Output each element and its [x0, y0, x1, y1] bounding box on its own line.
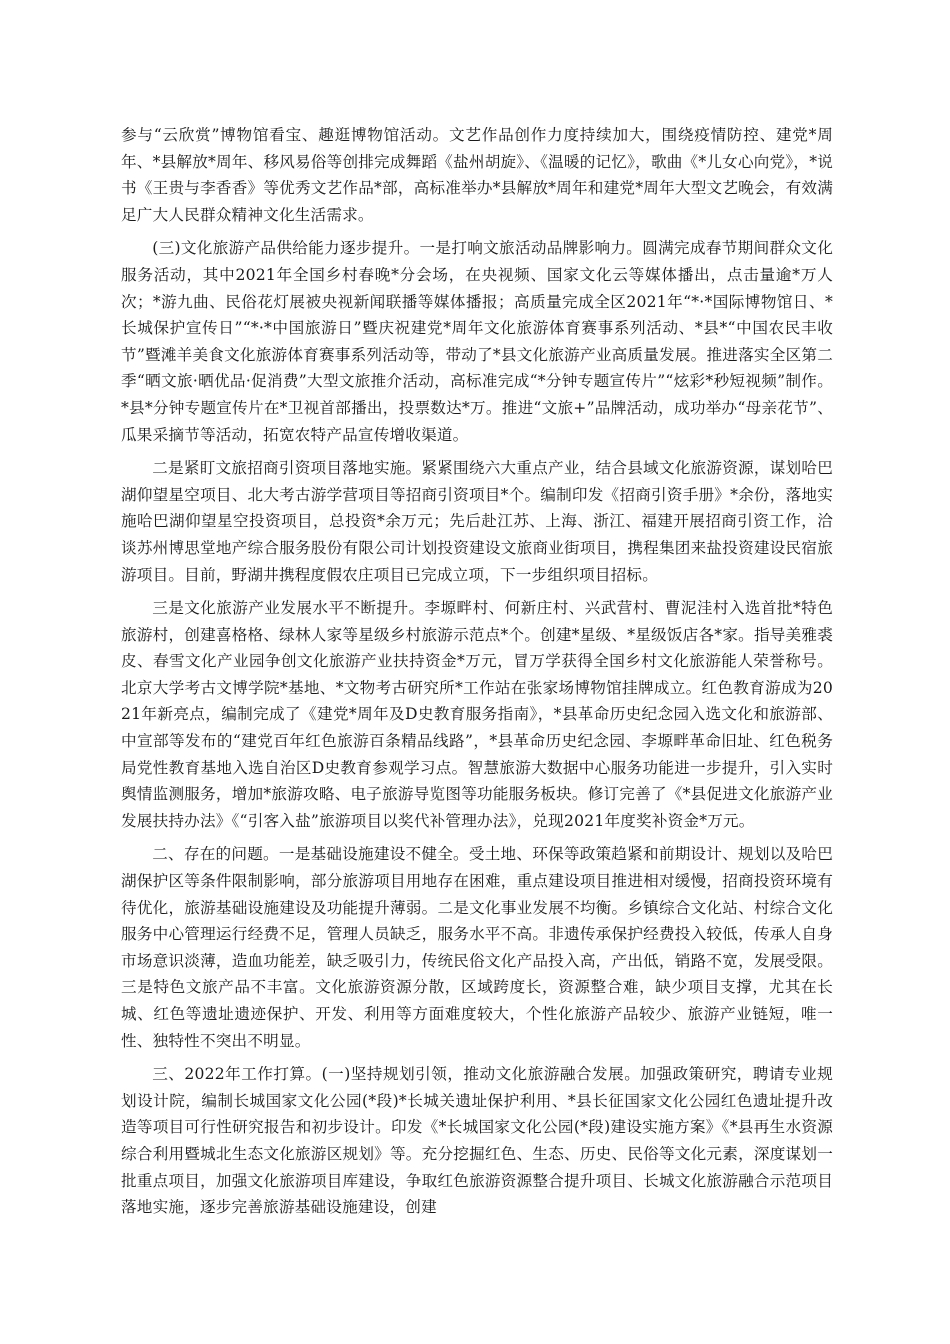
paragraph-industry-development: 三是文化旅游产业发展水平不断提升。李塬畔村、何新庄村、兴武营村、曹泥洼村入选首批*特色旅游村，创建喜格格、绿林人家等星级乡村旅游示范点*个。创建*星级、*星级饭店各*家。指导美雅裘皮、春雪文化产业园争创文化旅游产业扶持资金*万元，冒万学获得全国乡村文化旅游能人荣誉称号。北京大学考古文博学院*基地、*文物考古研究所*工作站在张家场博物馆挂牌成立。红色教育游成为2021年新亮点，编制完成了《建党*周年及D史教育服务指南》，*县革命历史纪念园入选文化和旅游部、中宣部等发布的“建党百年红色旅游百条精品线路”，*县革命历史纪念园、李塬畔革命旧址、红色税务局党性教育基地入选自治区D史教育参观学习点。智慧旅游大数据中心服务功能进一步提升，引入实时舆情监测服务，增加*旅游攻略、电子旅游导览图等功能服务板块。修订完善了《*县促进文化旅游产业发展扶持办法》《“引客入盐”旅游项目以奖代补管理办法》，兑现2021年度奖补资金*万元。 [121, 599, 833, 830]
document-page [121, 122, 833, 1228]
paragraph-investment-projects: 二是紧盯文旅招商引资项目落地实施。紧紧围绕六大重点产业，结合县域文化旅游资源，谋划哈巴湖仰望星空项目、北大考古游学营项目等招商引资项目*个。编制印发《招商引资手册》*余份，落地实施哈巴湖仰望星空投资项目，总投资*余万元；先后赴江苏、上海、浙江、福建开展招商引资工作，洽谈苏州博思堂地产综合服务股份有限公司计划投资建设文旅商业街项目，携程集团来盐投资建设民宿旅游项目。目前，野湖井携程度假农庄项目已完成立项，下一步组织项目招标。 [121, 459, 833, 584]
paragraph-existing-problems: 二、存在的问题。一是基础设施建设不健全。受土地、环保等政策趋紧和前期设计、规划以及哈巴湖保护区等条件限制影响，部分旅游项目用地存在困难，重点建设项目推进相对缓慢，招商投资环境有待优化，旅游基础设施建设及功能提升薄弱。二是文化事业发展不均衡。乡镇综合文化站、村综合文化服务中心管理运行经费不足，管理人员缺乏，服务水平不高。非遗传承保护经费投入较低，传承人自身市场意识淡薄，造血功能差，缺乏吸引力，传统民俗文化产品投入高，产出低，销路不宽，发展受限。三是特色文旅产品不丰富。文化旅游资源分散，区域跨度长，资源整合难，缺少项目支撑，尤其在长城、红色等遗址遗迹保护、开发、利用等方面难度较大，个性化旅游产品较少、旅游产业链短，唯一性、独特性不突出不明显。 [121, 845, 833, 1050]
paragraph-2022-plan: 三、2022年工作打算。(一)坚持规划引领，推动文化旅游融合发展。加强政策研究，聘请专业规划设计院，编制长城国家文化公园(*段)*长城关遗址保护利用、*县长征国家文化公园红色遗址提升改造等项目可行性研究报告和初步设计。印发《*长城国家文化公园(*段)建设实施方案》《*县再生水资源综合利用暨城北生态文化旅游区规划》等。充分挖掘红色、生态、历史、民俗等文化元素，深度谋划一批重点项目，加强文化旅游项目库建设，争取红色旅游资源整合提升项目、长城文化旅游融合示范项目落地实施，逐步完善旅游基础设施建设，创建 [121, 1065, 833, 1217]
paragraph-participation: 参与“云欣赏”博物馆看宝、趣逛博物馆活动。文艺作品创作力度持续加大，围绕疫情防控、建党*周年、*县解放*周年、移风易俗等创排完成舞蹈《盐州胡旋》、《温暖的记忆》，歌曲《*儿女心向党》，*说书《王贵与李香香》等优秀文艺作品*部，高标准举办*县解放*周年和建党*周年大型文艺晚会，有效满足广大人民群众精神文化生活需求。 [121, 126, 833, 224]
paragraph-product-supply: (三)文化旅游产品供给能力逐步提升。一是打响文旅活动品牌影响力。圆满完成春节期间群众文化服务活动，其中2021年全国乡村春晚*分会场，在央视频、国家文化云等媒体播出，点击量逾*万人次；*游九曲、民俗花灯展被央视新闻联播等媒体播报；高质量完成全区2021年“*·*国际博物馆日、*长城保护宣传日”“*·*中国旅游日”暨庆祝建党*周年文化旅游体育赛事系列活动、*县*“中国农民丰收节”暨滩羊美食文化旅游体育赛事系列活动等，带动了*县文化旅游产业高质量发展。推进落实全区第二季“晒文旅·晒优品·促消费”大型文旅推介活动，高标准完成“*分钟专题宣传片”“炫彩*秒短视频”制作。*县*分钟专题宣传片在*卫视首部播出，投票数达*万。推进“文旅+”品牌活动，成功举办“母亲花节”、瓜果采摘节等活动，拓宽农特产品宣传增收渠道。 [121, 239, 833, 444]
